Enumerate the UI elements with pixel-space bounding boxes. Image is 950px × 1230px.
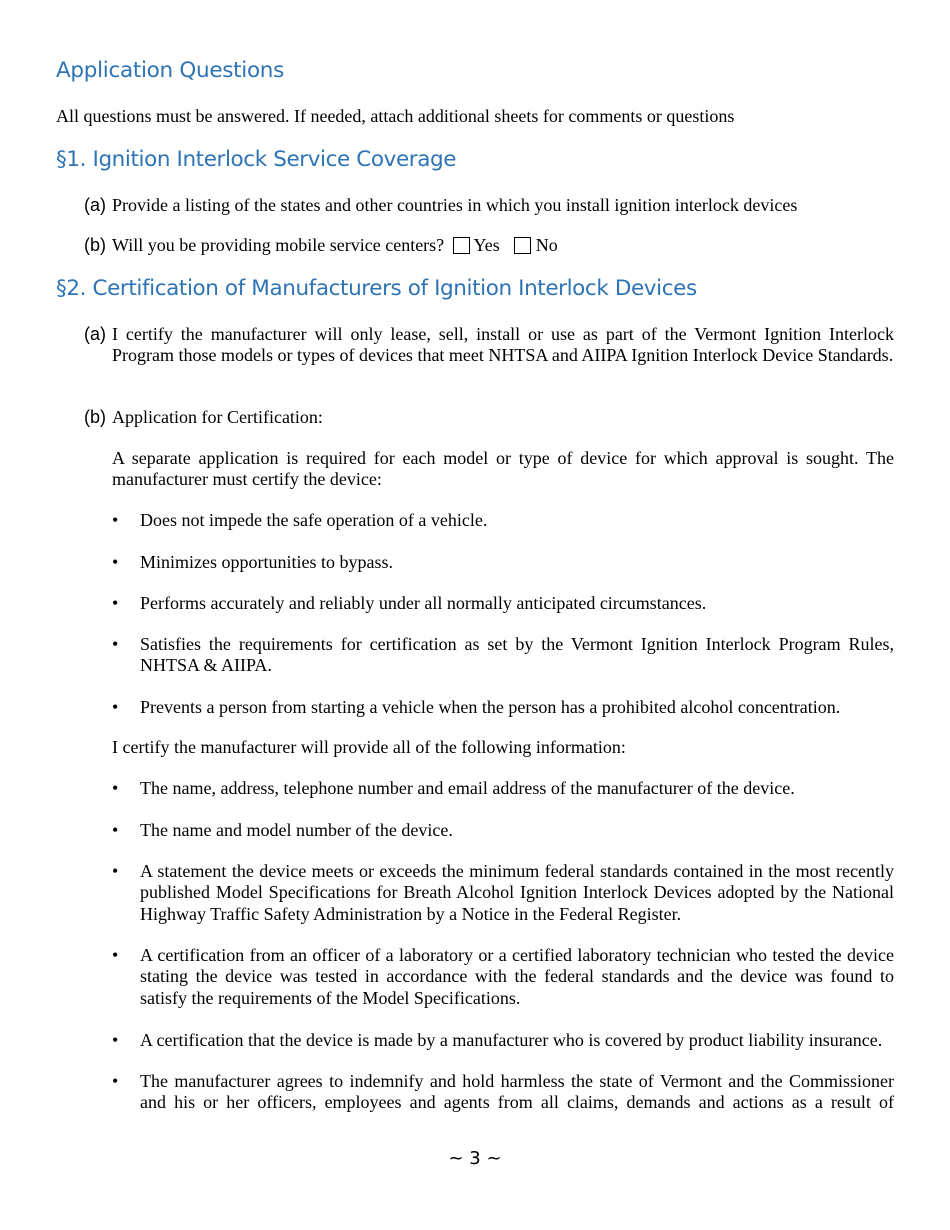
certify-info-text: I certify the manufacturer will provide all of the following information: — [112, 737, 626, 757]
bullet-marker: • — [112, 634, 119, 654]
bullet-marker: • — [112, 510, 119, 530]
no-checkbox[interactable] — [514, 237, 531, 254]
bullet-marker: • — [112, 552, 119, 572]
no-label: No — [535, 235, 558, 255]
section1-item-a-label: (a) — [84, 195, 106, 215]
device-bullet-4: Satisfies the requirements for certification as set by the Vermont Ignition Interlock Program Rules, NHTSA & AIIPA. — [140, 634, 894, 676]
info-bullet-5: A certification that the device is made by a manufacturer who is covered by product liability insurance. — [140, 1030, 883, 1050]
info-bullet-6: The manufacturer agrees to indemnify and hold harmless the state of Vermont and the Commissioner and his or her officers, employees and agents from all claims, demands and actions as a result of — [140, 1071, 894, 1113]
section2-item-a-text: I certify the manufacturer will only lease, sell, install or use as part of the Vermont Ignition Interlock Program those models or types of devices that meet NHTSA and AIIPA Ignition Interlock Device Standards. — [112, 324, 894, 366]
section1-item-b-label: (b) — [84, 235, 106, 255]
section1-heading: §1. Ignition Interlock Service Coverage — [56, 147, 457, 172]
device-bullet-2: Minimizes opportunities to bypass. — [140, 552, 393, 572]
bullet-marker: • — [112, 697, 119, 717]
intro-text: All questions must be answered. If needed, attach additional sheets for comments or questions — [56, 106, 735, 126]
info-bullet-2: The name and model number of the device. — [140, 820, 453, 840]
section2-item-b-text: Application for Certification: — [112, 407, 323, 427]
yes-label: Yes — [473, 235, 500, 255]
bullet-marker: • — [112, 945, 119, 965]
section1-item-a-text: Provide a listing of the states and other countries in which you install ignition interlock devices — [112, 195, 798, 215]
section2-heading: §2. Certification of Manufacturers of Ignition Interlock Devices — [56, 276, 697, 301]
bullet-marker: • — [112, 861, 119, 881]
bullet-marker: • — [112, 778, 119, 798]
info-bullet-1: The name, address, telephone number and email address of the manufacturer of the device. — [140, 778, 795, 798]
section2-item-b-label: (b) — [84, 407, 106, 427]
device-bullet-5: Prevents a person from starting a vehicle when the person has a prohibited alcohol concentration. — [140, 697, 841, 717]
info-bullet-4: A certification from an officer of a laboratory or a certified laboratory technician who tested the device stating the device was tested in accordance with the federal standards and the device was found to satisfy the requirements of the Model Specifications. — [140, 945, 894, 1008]
page-title: Application Questions — [56, 58, 285, 83]
yes-checkbox[interactable] — [453, 237, 470, 254]
bullet-marker: • — [112, 593, 119, 613]
bullet-marker: • — [112, 1030, 119, 1050]
page-number: ~ 3 ~ — [448, 1148, 502, 1169]
section1-item-b-question — [112, 235, 558, 256]
info-bullet-3: A statement the device meets or exceeds the minimum federal standards contained in the most recently published Model Specifications for Breath Alcohol Ignition Interlock Devices adopted by the National Highway Traffic Safety Administration by a Notice in the Federal Register. — [140, 861, 894, 924]
section2-item-a-label: (a) — [84, 324, 106, 344]
bullet-marker: • — [112, 1071, 119, 1091]
device-bullet-1: Does not impede the safe operation of a vehicle. — [140, 510, 488, 530]
mobile-service-question: Will you be providing mobile service centers? — [112, 235, 445, 255]
separate-application-text: A separate application is required for each model or type of device for which approval is sought. The manufacturer must certify the device: — [112, 448, 894, 490]
device-bullet-3: Performs accurately and reliably under all normally anticipated circumstances. — [140, 593, 707, 613]
bullet-marker: • — [112, 820, 119, 840]
